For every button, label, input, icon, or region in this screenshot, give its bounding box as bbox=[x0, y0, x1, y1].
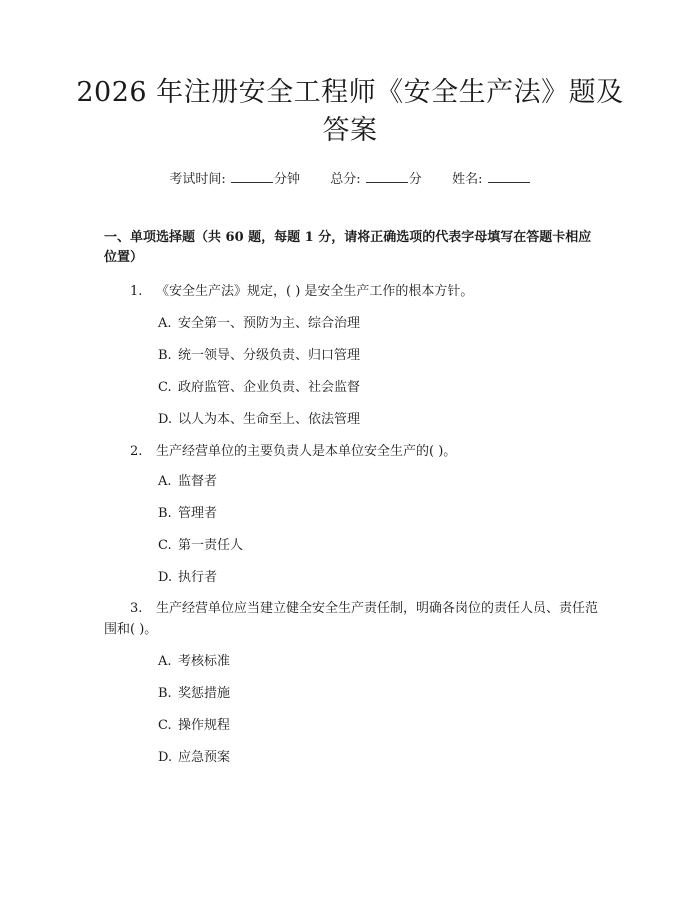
question-stem bbox=[104, 281, 600, 302]
option-text: 应急预案 bbox=[178, 750, 231, 765]
option-text: 第一责任人 bbox=[178, 538, 244, 553]
option-letter: B. bbox=[158, 348, 172, 363]
question-text: 生产经营单位的主要负责人是本单位安全生产的( )。 bbox=[156, 444, 457, 459]
option-text: 监督者 bbox=[178, 474, 218, 489]
option-d bbox=[158, 748, 230, 768]
name-field bbox=[452, 168, 531, 190]
option-a bbox=[158, 472, 217, 492]
option-letter: D. bbox=[158, 570, 173, 585]
option-letter: D. bbox=[158, 412, 173, 427]
title-line-1: 2026 年注册安全工程师《安全生产法》题及 bbox=[76, 77, 624, 108]
question-stem bbox=[104, 441, 600, 462]
option-b bbox=[158, 504, 217, 524]
question-number: 3. bbox=[130, 601, 143, 616]
section-heading: 一、单项选择题（共 60 题，每题 1 分，请将正确选项的代表字母填写在答题卡相应位置） bbox=[104, 230, 592, 265]
question-text: 《安全生产法》规定，( ) 是安全生产工作的根本方针。 bbox=[156, 284, 474, 299]
option-c bbox=[158, 378, 360, 398]
option-letter: C. bbox=[158, 538, 172, 553]
option-d bbox=[158, 568, 217, 588]
exam-time-label: 考试时间: bbox=[169, 172, 226, 187]
option-text: 统一领导、分级负责、归口管理 bbox=[178, 348, 361, 363]
exam-info-line bbox=[0, 168, 700, 190]
option-text: 安全第一、预防为主、综合治理 bbox=[178, 316, 361, 331]
document-title bbox=[60, 74, 640, 150]
total-score-field bbox=[330, 168, 422, 190]
name-label: 姓名: bbox=[452, 172, 483, 187]
total-score-blank bbox=[366, 168, 408, 183]
option-c bbox=[158, 716, 230, 736]
option-text: 以人为本、生命至上、依法管理 bbox=[178, 412, 361, 427]
option-letter: B. bbox=[158, 686, 172, 701]
title-line-2: 答案 bbox=[322, 115, 378, 146]
name-blank bbox=[488, 168, 530, 183]
option-text: 政府监管、企业负责、社会监督 bbox=[178, 380, 361, 395]
option-text: 考核标准 bbox=[178, 654, 231, 669]
option-c bbox=[158, 536, 243, 556]
total-score-unit: 分 bbox=[408, 172, 422, 187]
question-number: 2. bbox=[130, 444, 143, 459]
option-a bbox=[158, 652, 230, 672]
option-letter: C. bbox=[158, 380, 172, 395]
option-letter: A. bbox=[158, 474, 172, 489]
exam-time-unit: 分钟 bbox=[273, 172, 300, 187]
total-score-label: 总分: bbox=[330, 172, 361, 187]
option-letter: A. bbox=[158, 316, 172, 331]
option-a bbox=[158, 314, 360, 334]
exam-time-field bbox=[169, 168, 300, 190]
question-stem bbox=[104, 598, 600, 640]
option-letter: A. bbox=[158, 654, 172, 669]
option-text: 管理者 bbox=[178, 506, 218, 521]
option-letter: B. bbox=[158, 506, 172, 521]
option-text: 操作规程 bbox=[178, 718, 231, 733]
option-letter: C. bbox=[158, 718, 172, 733]
option-letter: D. bbox=[158, 750, 173, 765]
option-d bbox=[158, 410, 360, 430]
question-number: 1. bbox=[130, 284, 143, 299]
option-text: 奖惩措施 bbox=[178, 686, 231, 701]
exam-time-blank bbox=[231, 168, 273, 183]
option-b bbox=[158, 346, 360, 366]
option-b bbox=[158, 684, 230, 704]
option-text: 执行者 bbox=[178, 570, 218, 585]
question-text: 生产经营单位应当建立健全安全生产责任制，明确各岗位的责任人员、责任范围和( )。 bbox=[104, 601, 599, 637]
